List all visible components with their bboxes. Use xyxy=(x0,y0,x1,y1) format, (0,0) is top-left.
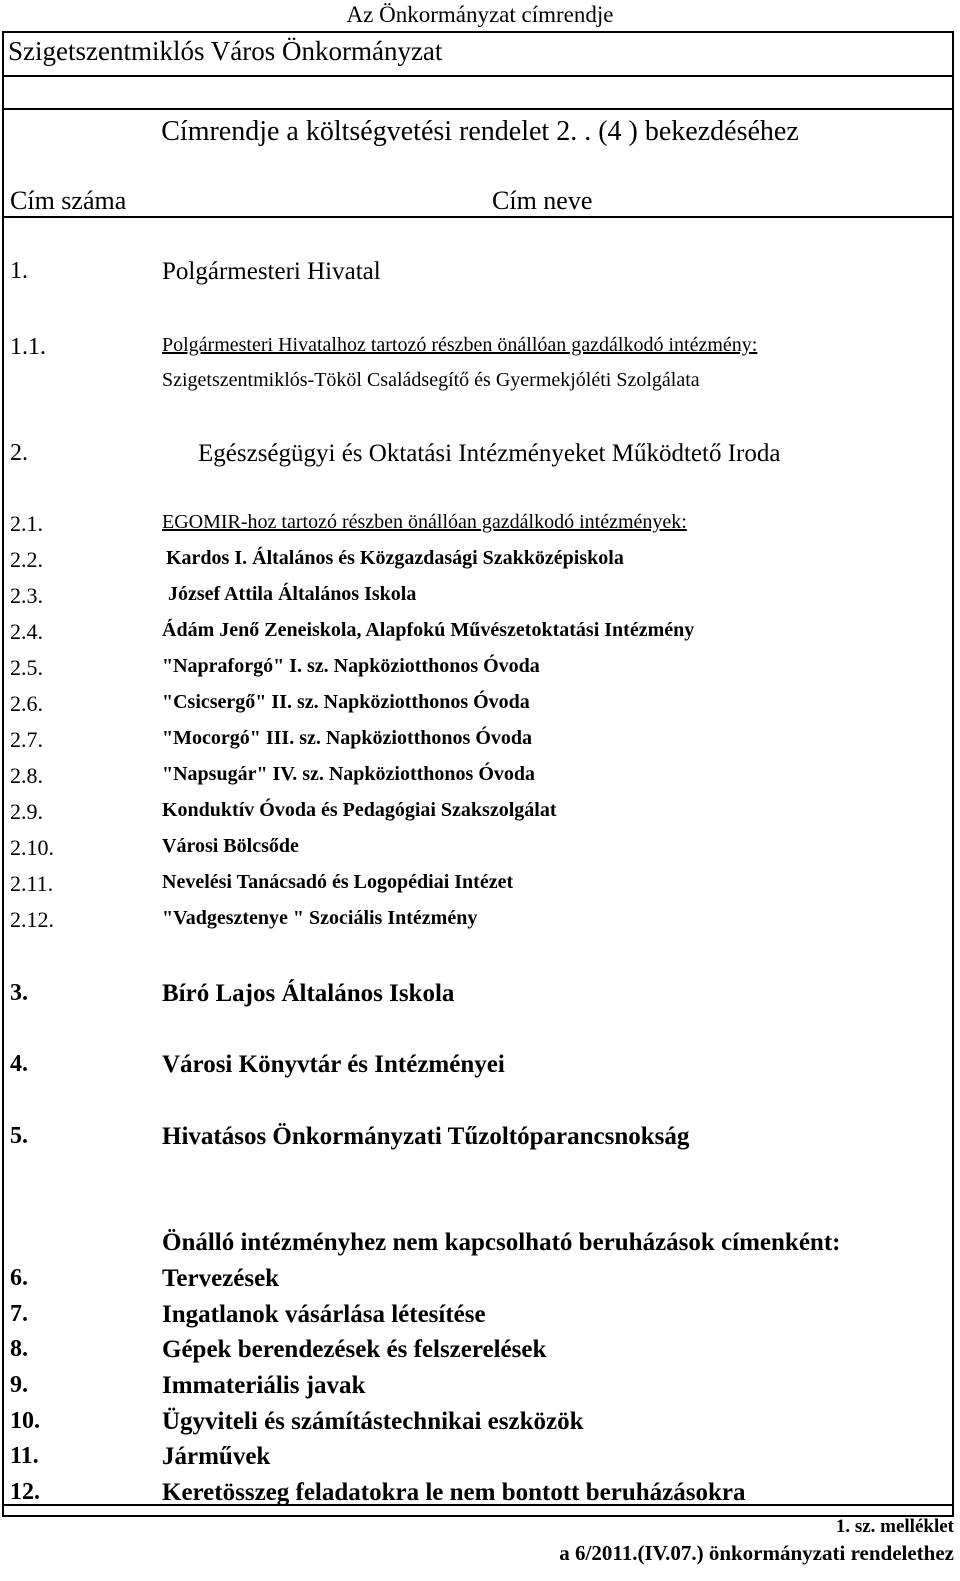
row-name: EGOMIR-hoz tartozó részben önállóan gazdálkodó intézmények: xyxy=(162,511,687,533)
row-number: 2.4. xyxy=(10,619,43,644)
investment-number: 7. xyxy=(10,1301,28,1327)
row-name: Hivatásos Önkormányzati Tűzoltóparancsnokság xyxy=(162,1123,690,1150)
row-name: Bíró Lajos Általános Iskola xyxy=(162,980,455,1007)
row-name-continuation: Szigetszentmiklós-Tököl Családsegítő és Gyermekjóléti Szolgálata xyxy=(162,369,700,391)
regulation-reference: a 6/2011.(IV.07.) önkormányzati rendelethez xyxy=(559,1541,954,1565)
divider xyxy=(2,75,954,77)
divider xyxy=(2,108,954,110)
investment-name: Tervezések xyxy=(162,1265,280,1292)
investments-heading: Önálló intézményhez nem kapcsolható beruházások címenként: xyxy=(162,1229,841,1256)
row-name: Polgármesteri Hivatalhoz tartozó részben önállóan gazdálkodó intézmény: xyxy=(162,334,758,356)
row-name: "Napsugár" IV. sz. Napköziotthonos Óvoda xyxy=(162,763,536,785)
investment-name: Keretösszeg feladatokra le nem bontott beruházásokra xyxy=(162,1479,746,1506)
row-number: 2.10. xyxy=(10,835,54,860)
row-number: 2.6. xyxy=(10,691,43,716)
investment-number: 9. xyxy=(10,1372,28,1398)
row-number: 2.7. xyxy=(10,727,43,752)
row-number: 1.1. xyxy=(10,334,46,360)
row-number: 2.2. xyxy=(10,547,43,572)
investment-name: Járművek xyxy=(162,1443,271,1470)
divider xyxy=(2,216,954,218)
row-name: Polgármesteri Hivatal xyxy=(162,258,381,285)
row-number: 2.9. xyxy=(10,799,43,824)
document-title: Az Önkormányzat címrendje xyxy=(346,2,614,27)
row-name: Konduktív Óvoda és Pedagógiai Szakszolgálat xyxy=(162,799,557,821)
column-header-name: Cím neve xyxy=(492,186,593,215)
investment-name: Gépek berendezések és felszerelések xyxy=(162,1336,547,1363)
row-number: 2.11. xyxy=(10,871,54,896)
row-number: 5. xyxy=(10,1123,28,1149)
investment-number: 12. xyxy=(10,1479,40,1505)
row-name: Városi Bölcsőde xyxy=(162,835,299,857)
row-number: 2.5. xyxy=(10,655,43,680)
attachment-label: 1. sz. melléklet xyxy=(835,1516,954,1537)
investment-number: 11. xyxy=(10,1443,39,1469)
row-number: 2.8. xyxy=(10,763,43,788)
row-name: József Attila Általános Iskola xyxy=(168,583,417,605)
page-subtitle: Címrendje a költségvetési rendelet 2. . (4 ) bekezdéséhez xyxy=(161,116,799,147)
row-name: Nevelési Tanácsadó és Logopédiai Intézet xyxy=(162,871,514,893)
investment-name: Ingatlanok vásárlása létesítése xyxy=(162,1301,486,1328)
row-number: 2.12. xyxy=(10,907,54,932)
row-name: "Csicsergő" II. sz. Napköziotthonos Óvoda xyxy=(162,691,530,713)
row-name: "Vadgesztenye " Szociális Intézmény xyxy=(162,907,478,929)
investment-number: 10. xyxy=(10,1408,40,1434)
row-number: 4. xyxy=(10,1051,28,1077)
column-header-number: Cím száma xyxy=(10,186,127,215)
row-name: Egészségügyi és Oktatási Intézményeket Működtető Iroda xyxy=(198,440,781,467)
row-number: 3. xyxy=(10,980,28,1006)
row-number: 1. xyxy=(10,258,28,284)
row-number: 2.1. xyxy=(10,511,43,536)
row-name: Ádám Jenő Zeneiskola, Alapfokú Művészetoktatási Intézmény xyxy=(162,619,695,641)
row-name: Városi Könyvtár és Intézményei xyxy=(162,1051,505,1078)
row-name: "Napraforgó" I. sz. Napköziotthonos Óvoda xyxy=(162,655,540,677)
investment-name: Ügyviteli és számítástechnikai eszközök xyxy=(162,1408,584,1435)
organization-name: Szigetszentmiklós Város Önkormányzat xyxy=(8,36,443,66)
investment-name: Immateriális javak xyxy=(162,1372,366,1399)
row-name: "Mocorgó" III. sz. Napköziotthonos Óvoda xyxy=(162,727,532,749)
row-number: 2.3. xyxy=(10,583,43,608)
investment-number: 6. xyxy=(10,1265,28,1291)
row-number: 2. xyxy=(10,440,28,466)
investment-number: 8. xyxy=(10,1336,28,1362)
row-name: Kardos I. Általános és Közgazdasági Szakközépiskola xyxy=(166,547,624,569)
